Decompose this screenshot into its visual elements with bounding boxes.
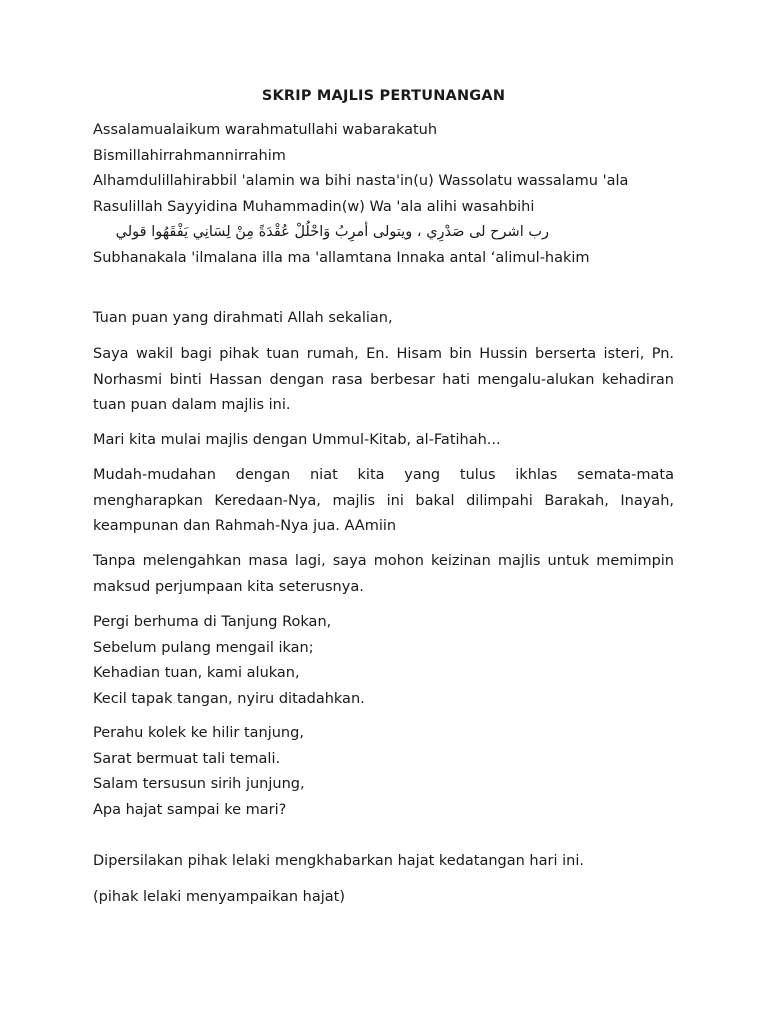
subhanakala-line: Subhanakala 'ilmalana illa ma 'allamtana Innaka antal ‘alimul-hakim	[93, 249, 590, 266]
pantun-line: Kehadian tuan, kami alukan,	[93, 665, 300, 681]
pantun-line: Sarat bermuat tali temali.	[93, 750, 281, 767]
pantun-line: Kecil tapak tangan, nyiru ditadahkan.	[93, 690, 365, 707]
pantun-line: Sebelum pulang mengail ikan;	[93, 639, 314, 656]
invitation-line: Dipersilakan pihak lelaki mengkhabarkan hajat kedatangan hari ini.	[93, 853, 584, 869]
pantun-line: Pergi berhuma di Tanjung Rokan,	[93, 614, 332, 630]
arabic-prayer-line: رب اشرح لى صَدْرِي ، ويتولى أمرِبُ وَاحْلُلْ عُقْدَةً مِنْ لِسَانِي يَفْقَهُوا قولي	[115, 224, 549, 240]
salutation-line: Tuan puan yang dirahmati Allah sekalian,	[93, 310, 393, 326]
paragraph-prayer: Mudah-mudahan dengan niat kita yang tulus ikhlas semata-mata mengharapkan Keredaan-Nya, majlis ini bakal dilimpahi Barakah, Inayah, keampunan dan Rahmah-Nya jua. AAmiin	[93, 467, 674, 534]
pantun-purpose	[93, 721, 674, 823]
greeting-line: Assalamualaikum warahmatullahi wabarakatuh	[93, 122, 438, 138]
paragraph-al-fatihah: Mari kita mulai majlis dengan Ummul-Kitab, al-Fatihah...	[93, 432, 501, 448]
pantun-line: Apa hajat sampai ke mari?	[93, 801, 287, 818]
pantun-welcome	[93, 610, 674, 712]
pantun-line: Perahu kolek ke hilir tanjung,	[93, 725, 304, 741]
document-title: SKRIP MAJLIS PERTUNANGAN	[261, 88, 506, 104]
pantun-line: Salam tersusun sirih junjung,	[93, 776, 305, 792]
hamdalah-line-1: Alhamdulillahirabbil 'alamin wa bihi nasta'in(u) Wassolatu wassalamu 'ala	[93, 173, 629, 189]
paragraph-permission: Tanpa melengahkan masa lagi, saya mohon keizinan majlis untuk memimpin maksud perjumpaan kita seterusnya.	[93, 553, 674, 595]
basmalah-line: Bismillahirrahmannirrahim	[93, 147, 286, 164]
opening-section	[93, 118, 674, 271]
hamdalah-line-2: Rasulillah Sayyidina Muhammadin(w) Wa 'ala alihi wasahbihi	[93, 198, 535, 215]
stage-note: (pihak lelaki menyampaikan hajat)	[93, 889, 345, 905]
paragraph-host-introduction: Saya wakil bagi pihak tuan rumah, En. Hisam bin Hussin berserta isteri, Pn. Norhasmi binti Hassan dengan rasa berbesar hati mengalu-alukan kehadiran tuan puan dalam majlis ini.	[93, 346, 674, 413]
